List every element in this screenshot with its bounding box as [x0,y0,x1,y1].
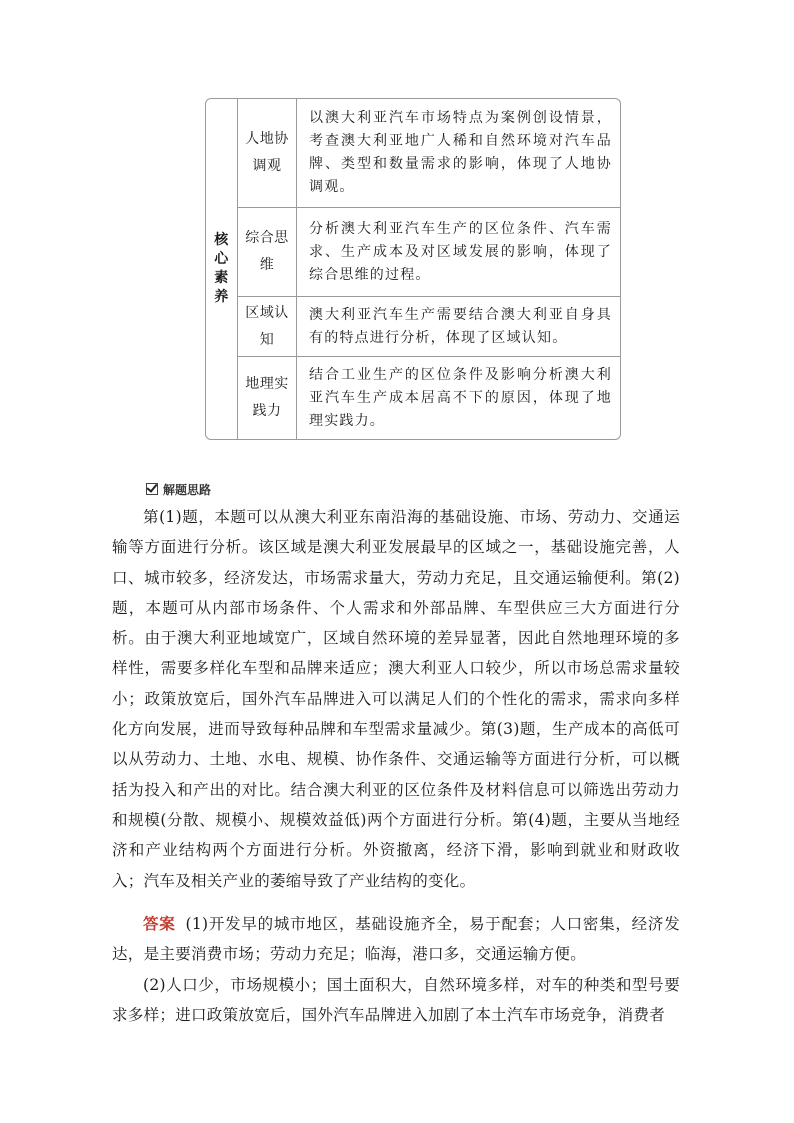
aspect-description: 澳大利亚汽车生产需要结合澳大利亚自身具有的特点进行分析，体现了区域认知。 [297,297,620,357]
solution-section-title: 解题思路 [163,482,212,497]
solution-section-header [146,480,211,498]
aspect-description: 以澳大利亚汽车市场特点为案例创设情景，考查澳大利亚地广人稀和自然环境对汽车品牌、类型和数量需求的影响，体现了人地协调观。 [297,99,620,208]
solution-analysis-paragraph: 第(1)题，本题可以从澳大利亚东南沿海的基础设施、市场、劳动力、交通运输等方面进行分析。该区域是澳大利亚发展最早的区域之一，基础设施完善，人口、城市较多，经济发达，市场需求量大，劳动力充足，且交通运输便利。第(2)题，本题可从内部市场条件、个人需求和外部品牌、车型供应三大方面进行分析。由于澳大利亚地域宽广，区域自然环境的差异显著，因此自然地理环境的多样性，需要多样化车型和品牌来适应；澳大利亚人口较少，所以市场总需求量较小；政策放宽后，国外汽车品牌进入可以满足人们的个性化的需求，需求向多样化方向发展，进而导致每种品牌和车型需求量减少。第(3)题，生产成本的高低可以从劳动力、土地、水电、规模、协作条件、交通运输等方面进行分析，可以概括为投入和产出的对比。结合澳大利亚的区位条件及材料信息可以筛选出劳动力和规模(分散、规模小、规模效益低)两个方面进行分析。第(4)题，主要从当地经济和产业结构两个方面进行分析。外资撤离，经济下滑，影响到就业和财政收入；汽车及相关产业的萎缩导致了产业结构的变化。 [112,508,680,890]
aspect-label: 人地协调观 [245,131,289,174]
aspect-label: 区域认知 [245,304,289,348]
aspect-cell [238,357,297,439]
core-literacy-row [206,357,620,439]
answer-paragraph-1 [112,909,680,970]
core-literacy-row [206,297,620,357]
aspect-label: 地理实践力 [245,376,289,419]
aspect-description: 结合工业生产的区位条件及影响分析澳大利亚汽车生产成本居高不下的原因，体现了地理实践力。 [309,366,612,429]
answer-label: 答案 [143,914,176,933]
aspect-cell [238,297,297,357]
aspect-label: 综合思维 [245,230,289,273]
answer-part-1: (1)开发早的城市地区，基础设施齐全，易于配套；人口密集，经济发达，是主要消费市场；劳动力充足；临海，港口多，交通运输方便。 [112,915,680,964]
aspect-cell [238,208,297,297]
answer-paragraph-2: (2)人口少，市场规模小；国土面积大，自然环境多样，对车的种类和型号要求多样；进口政策放宽后，国外汽车品牌进入加剧了本土汽车市场竞争，消费者 [112,976,680,1025]
aspect-cell [238,99,297,208]
core-literacy-table [205,98,621,440]
core-literacy-row [206,99,620,208]
aspect-description: 分析澳大利亚汽车生产的区位条件、汽车需求、生产成本及对区域发展的影响，体现了综合思维的过程。 [297,208,620,297]
core-literacy-header [206,99,238,439]
core-literacy-header-text: 核心素养 [214,232,229,305]
core-literacy-row [206,208,620,297]
checkbox-icon [146,483,158,495]
